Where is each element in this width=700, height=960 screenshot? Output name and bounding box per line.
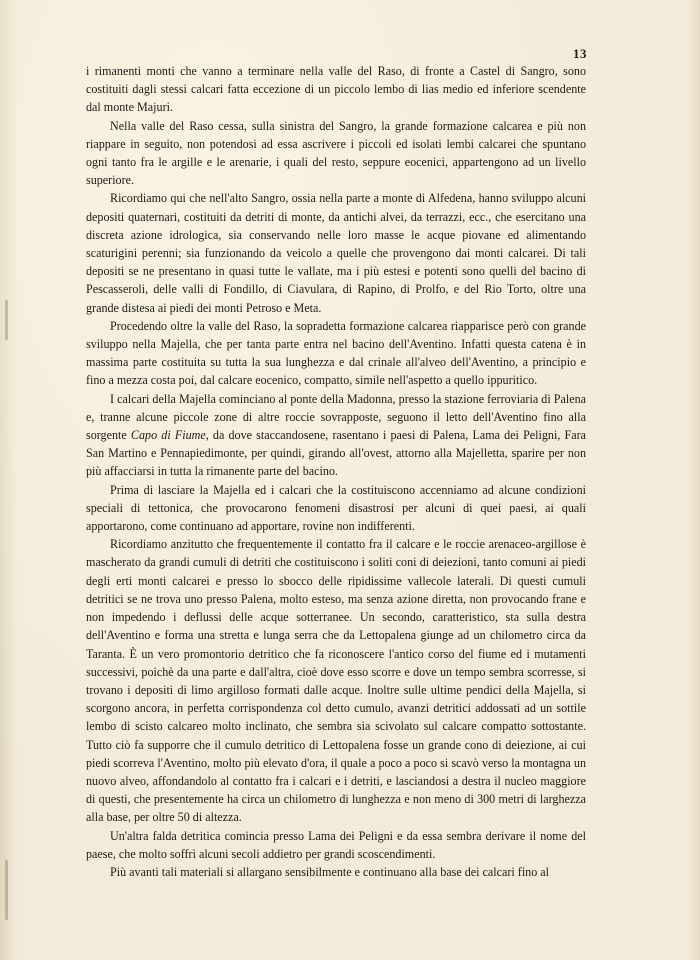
paragraph: Procedendo oltre la valle del Raso, la sopradetta formazione calcarea riapparisce però con grande sviluppo nella Majella, che per tanta parte entra nel bacino dell'Aventino. Infatti questa catena è in massima parte costituita su tutta la sua lunghezza e dal crinale all'alveo dell'Aventino, a principio e fino a mezza costa poi, dal calcare eocenico, compatto, simile nell'aspetto a quello ippuritico. xyxy=(86,318,586,388)
paragraph-text: , da dove staccandosene, rasentano i paesi di Palena, Lama dei Peligni, Fara San Martino e Pennapiedimonte, per quindi, girando all'ovest, attorno alla Majelletta, sparire per non più affacciarsi in tutta la rimanente parte del bacino. xyxy=(86,428,587,479)
italic-place-name: Capo di Fiume xyxy=(130,428,206,443)
body-text xyxy=(86,62,586,881)
binding-shadow-mark xyxy=(5,860,8,920)
binding-shadow-mark xyxy=(5,300,8,340)
paragraph: Un'altra falda detritica comincia presso Lama dei Peligni e da essa sembra derivare il nome del paese, che molto soffrì alcuni secoli addietro per grandi scoscendimenti. xyxy=(86,828,586,861)
paragraph: Ricordiamo anzitutto che frequentemente il contatto fra il calcare e le roccie arenaceo-argillose è mascherato da grandi cumuli di detriti che costituiscono i soliti coni di deiezioni, tanto comuni ai piedi degli erti monti calcarei e presso lo sbocco delle ripidissime vallecole laterali. Di questi cumuli detritici se ne trova uno presso Palena, molto esteso, ma senza azione diretta, non provocando frane e non impedendo i deflussi delle acque sotterranee. Un secondo, caratteristico, sta sulla destra dell'Aventino e forma una stretta e lunga serra che da Lettopalena giunge ad un chilometro circa da Taranta. È un vero promontorio detritico che fa riconoscere l'antico corso del fiume ed i mutamenti successivi, poichè da una parte e dall'altra, cioè dove esso scorre e dove un tempo sembra scorresse, si trovano i depositi di limo argilloso formati dalle acque. Inoltre sulle ultime pendici della Majella, si scorgono ancora, in perfetta corrispondenza col detto cumulo, avanzi detritici addossati ad un sottile lembo di scisto calcareo molto inclinato, che sembra sia scivolato sul calcare compatto sottostante. Tutto ciò fa supporre che il cumulo detritico di Lettopalena fosse un grande cono di deiezione, ai cui piedi scorreva l'Aventino, molto più elevato d'ora, il quale a poco a poco si scavò verso la montagna un nuovo alveo, affondandolo al contatto fra i calcari e i detriti, e lasciandosi a destra il nucleo maggiore di questi, che presentemente ha circa un chilometro di lunghezza e non meno di 300 metri di larghezza alla base, per oltre 50 di altezza. xyxy=(86,537,586,825)
paragraph: i rimanenti monti che vanno a terminare nella valle del Raso, di fronte a Castel di Sangro, sono costituiti dagli stessi calcari fatta eccezione di un piccolo lembo di lias medio ed inferiore scendente dal monte Majuri. xyxy=(86,64,586,115)
paragraph-text: I calcari della Majella cominciano al ponte della Madonna, presso la stazione ferroviaria di Palena e, tranne alcune piccole zone di altre roccie sovrapposte, seguono il letto dell'Aventino fino alla sorgente xyxy=(86,391,586,443)
paragraph xyxy=(86,390,586,481)
paragraph: Ricordiamo qui che nell'alto Sangro, ossia nella parte a monte di Alfedena, hanno sviluppo alcuni depositi quaternari, costituiti da detriti di monte, da antichi alvei, da terrazzi, ecc., che esercitano una discreta azione idrologica, sia conservando nelle loro masse le acque piovane ed alimentando scaturigini perenni; sia funzionando da veicolo a quelle che provengono dai monti calcarei. Di tali depositi se ne presentano in quasi tutte le vallate, ma i più estesi e potenti sono quelli del bacino di Pescasseroli, delle valli di Fondillo, di Ciavulara, di Rapino, di Prolfo, e del Rio Torto, oltre una grande distesa ai piedi dei monti Petroso e Meta. xyxy=(86,191,586,315)
page-number: 13 xyxy=(573,46,587,61)
paragraph: Nella valle del Raso cessa, sulla sinistra del Sangro, la grande formazione calcarea e più non riappare in seguito, non potendosi ad essa ascrivere i piccoli ed isolati lembi calcarei che spuntano ogni tanto fra le argille e le arenarie, i quali del resto, seppure eocenici, appartengono ad un livello superiore. xyxy=(86,118,586,188)
paragraph: Prima di lasciare la Majella ed i calcari che la costituiscono accenniamo ad alcune condizioni speciali di tettonica, che provocarono fenomeni disastrosi per alcuni di quei paesi, ai quali apportarono, come continuano ad apportare, rovine non indifferenti. xyxy=(86,482,586,534)
paragraph: Più avanti tali materiali si allargano sensibilmente e continuano alla base dei calcari fino al xyxy=(110,864,550,879)
